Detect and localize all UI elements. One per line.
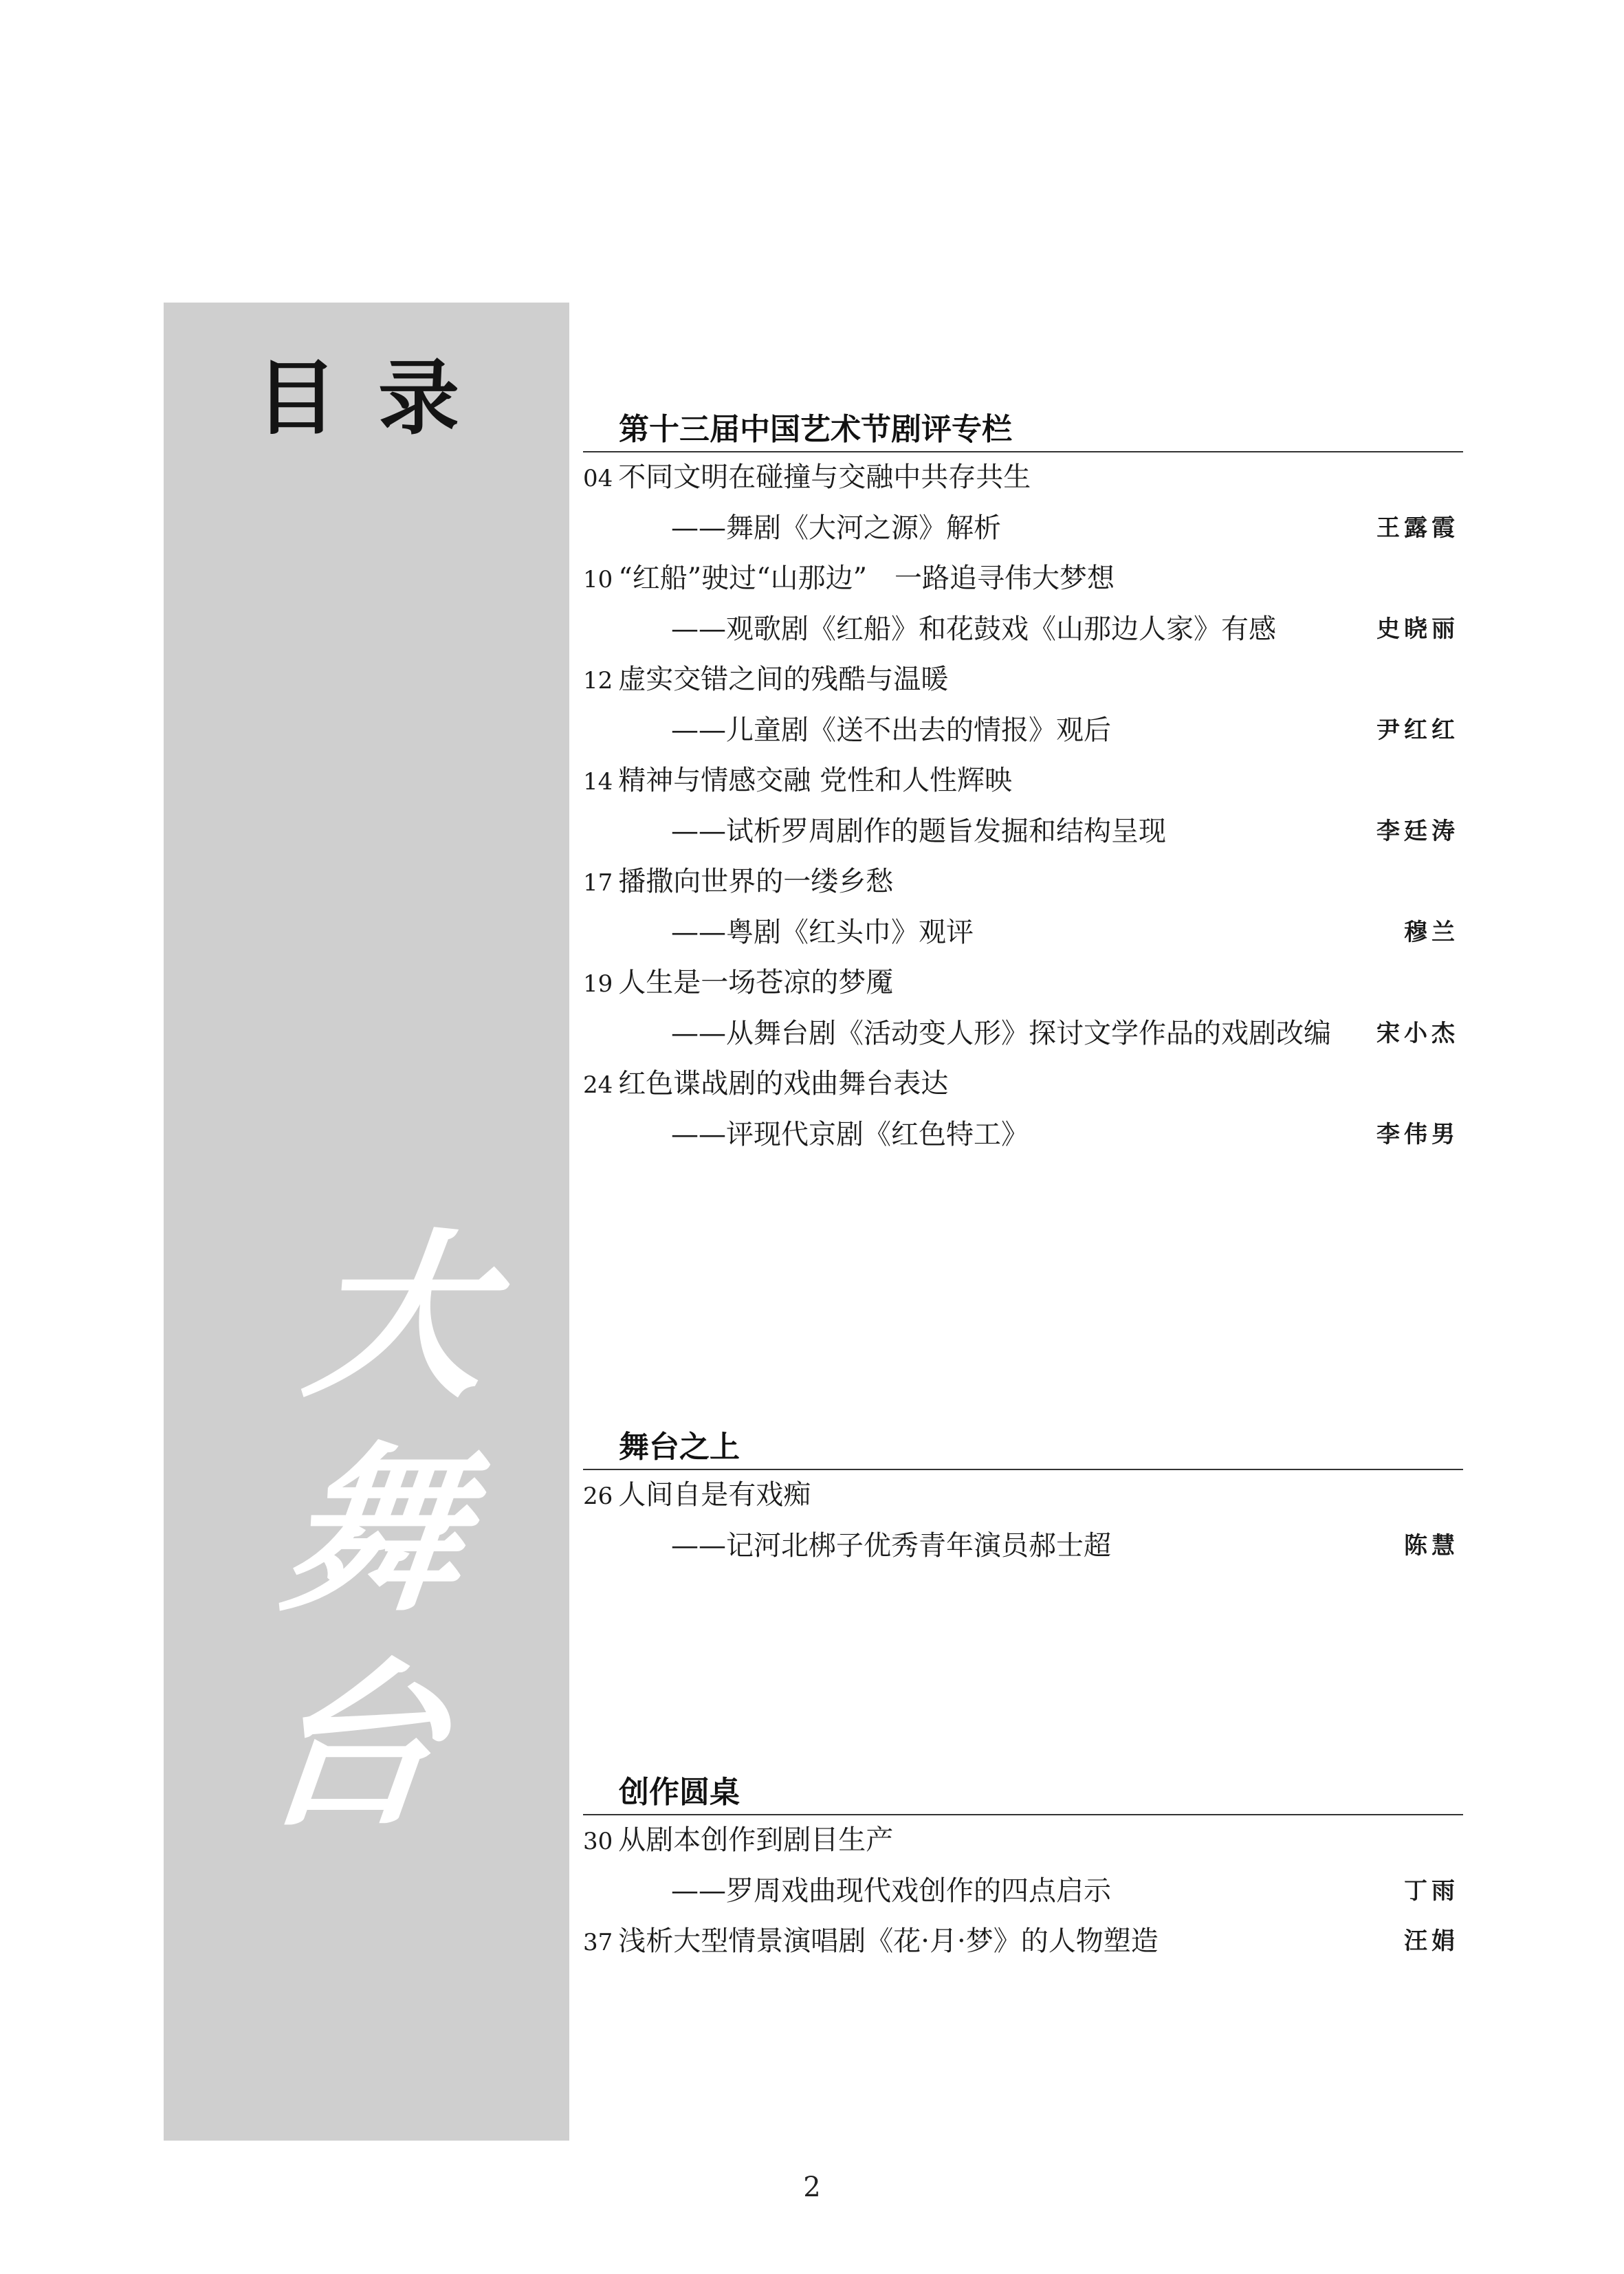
entry-title: 从剧本创作到剧目生产 — [618, 1824, 894, 1856]
entry-page: 37 — [583, 1929, 613, 1956]
section-header — [583, 1766, 1463, 1815]
toc-section — [583, 1421, 1463, 1571]
entry-author: 李廷涛 — [1376, 817, 1459, 845]
entry-title: “红船”驶过“山那边” 一路追寻伟大梦想 — [618, 562, 1115, 594]
toc-entry[interactable] — [583, 655, 1463, 756]
toc-entry[interactable] — [583, 958, 1463, 1059]
entry-page: 26 — [583, 1483, 613, 1510]
toc-entry[interactable] — [583, 1815, 1463, 1916]
entry-subtitle: ——评现代京剧《红色特工》 — [671, 1118, 1029, 1150]
entry-page: 10 — [583, 566, 613, 593]
entry-title: 红色谍战剧的戏曲舞台表达 — [618, 1068, 949, 1100]
toc-entry[interactable] — [583, 857, 1463, 958]
entry-subtitle: ——儿童剧《送不出去的情报》观后 — [671, 714, 1111, 746]
entry-subtitle: ——从舞台剧《活动变人形》探讨文学作品的戏剧改编 — [671, 1017, 1331, 1049]
toc-entry[interactable] — [583, 1916, 1463, 1967]
entry-title: 精神与情感交融 党性和人性辉映 — [618, 765, 1012, 796]
section-header — [583, 1421, 1463, 1470]
section-title: 舞台之上 — [619, 1430, 740, 1465]
entry-page: 14 — [583, 768, 613, 796]
entry-author: 宋小杰 — [1376, 1019, 1459, 1047]
toc-section — [583, 1766, 1463, 1967]
brand-char: 大 — [296, 1212, 498, 1422]
entry-author: 穆兰 — [1404, 918, 1459, 946]
entry-author: 尹红红 — [1376, 716, 1459, 744]
toc-entry[interactable] — [583, 554, 1463, 655]
section-header — [583, 403, 1463, 452]
toc-section — [583, 403, 1463, 1160]
entry-page: 17 — [583, 869, 613, 897]
entry-subtitle: ——记河北梆子优秀青年演员郝士超 — [671, 1529, 1111, 1562]
entry-subtitle: ——舞剧《大河之源》解析 — [671, 512, 1001, 544]
entry-subtitle: ——观歌剧《红船》和花鼓戏《山那边人家》有感 — [671, 613, 1276, 645]
entry-title: 播撒向世界的一缕乡愁 — [618, 866, 894, 897]
toc-entry[interactable] — [583, 1470, 1463, 1571]
brand-char: 台 — [252, 1641, 453, 1851]
entry-author: 李伟男 — [1376, 1120, 1459, 1148]
entry-author: 汪娟 — [1404, 1927, 1459, 1955]
entry-subtitle: ——罗周戏曲现代戏创作的四点启示 — [671, 1874, 1111, 1907]
entry-subtitle: ——粤剧《红头巾》观评 — [671, 916, 974, 948]
entry-subtitle: ——试析罗周剧作的题旨发掘和结构呈现 — [671, 815, 1166, 847]
entry-title: 虚实交错之间的残酷与温暖 — [618, 664, 949, 695]
entry-author: 陈慧 — [1404, 1531, 1459, 1560]
entry-title: 浅析大型情景演唱剧《花·月·梦》的人物塑造 — [618, 1925, 1159, 1957]
section-title: 创作圆桌 — [619, 1775, 740, 1810]
section-title: 第十三届中国艺术节剧评专栏 — [619, 412, 1012, 447]
entry-page: 04 — [583, 465, 613, 492]
entry-author: 史晓丽 — [1376, 615, 1459, 643]
brand-char: 舞 — [274, 1427, 476, 1637]
entry-page: 19 — [583, 970, 613, 998]
toc-entry[interactable] — [583, 452, 1463, 554]
entry-page: 12 — [583, 667, 613, 695]
entry-author: 丁雨 — [1404, 1877, 1459, 1905]
entry-page: 30 — [583, 1828, 613, 1855]
entry-title: 人间自是有戏痴 — [618, 1479, 811, 1511]
page-number: 2 — [803, 2172, 821, 2203]
entry-page: 24 — [583, 1071, 613, 1099]
entry-title: 人生是一场苍凉的梦魇 — [618, 967, 894, 998]
toc-entry[interactable] — [583, 756, 1463, 857]
toc-title: 目录 — [256, 351, 501, 446]
toc-entry[interactable] — [583, 1059, 1463, 1160]
entry-author: 王露霞 — [1376, 514, 1459, 542]
entry-title: 不同文明在碰撞与交融中共存共生 — [618, 461, 1031, 493]
